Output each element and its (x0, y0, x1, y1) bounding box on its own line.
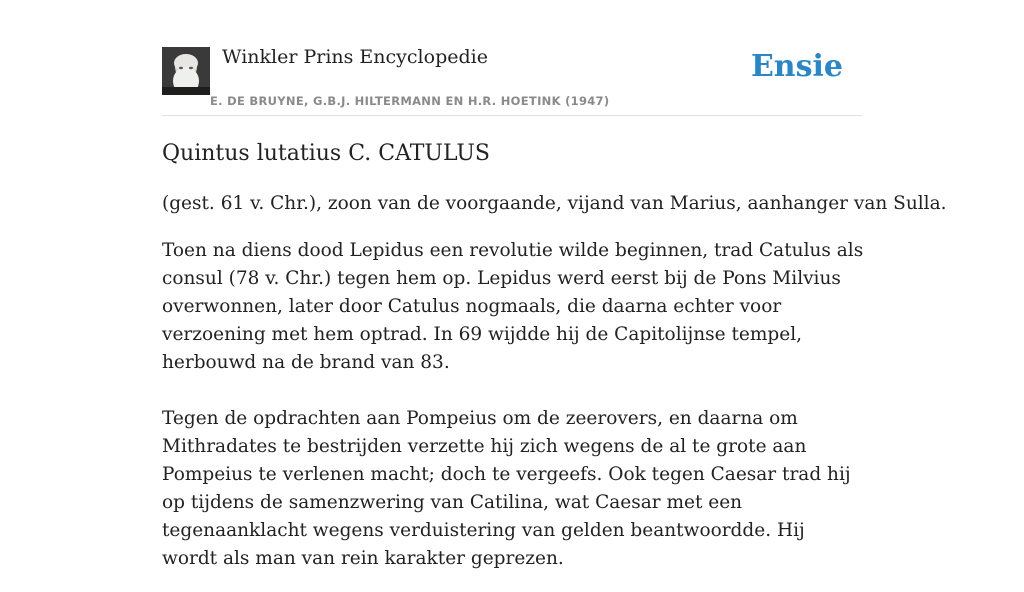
article-paragraph: Toen na diens dood Lepidus een revolutie wilde beginnen, trad Catulus als consul (78 v. Chr.) tegen hem op. Lepidus werd eerst bij de Pons Milvius overwonnen, later door Catulus nogmaals, die daarna echter voor verzoening met hem optrad. In 69 wijdde hij de Capitolijnse tempel, herbouwd na de brand van 83. (162, 240, 864, 373)
article-title: Quintus lutatius C. CATULUS (162, 141, 490, 166)
article-paragraph: Tegen de opdrachten aan Pompeius om de zeerovers, en daarna om Mithradates te bestrijden verzette hij zich wegens de al te grote aan Pompeius te verlenen macht; doch te vergeefs. Ook tegen Caesar trad hij op tijdens de samenzwering van Catilina, wat Caesar met een tegenaanklacht wegens verduistering van gelden beantwoordde. Hij wordt als man van rein karakter geprezen. (162, 408, 851, 569)
article (162, 138, 947, 592)
portrait-icon (162, 47, 210, 95)
header (162, 44, 862, 116)
site-title[interactable]: Winkler Prins Encyclopedie (222, 46, 488, 68)
avatar[interactable] (162, 47, 210, 95)
article-paragraph: (gest. 61 v. Chr.), zoon van de voorgaande, vijand van Marius, aanhanger van Sulla. (162, 193, 947, 214)
brand-logo[interactable]: Ensie (750, 49, 843, 84)
header-divider (162, 115, 862, 116)
authors-credit: E. DE BRUYNE, G.B.J. HILTERMANN EN H.R. HOETINK (1947) (210, 94, 610, 108)
